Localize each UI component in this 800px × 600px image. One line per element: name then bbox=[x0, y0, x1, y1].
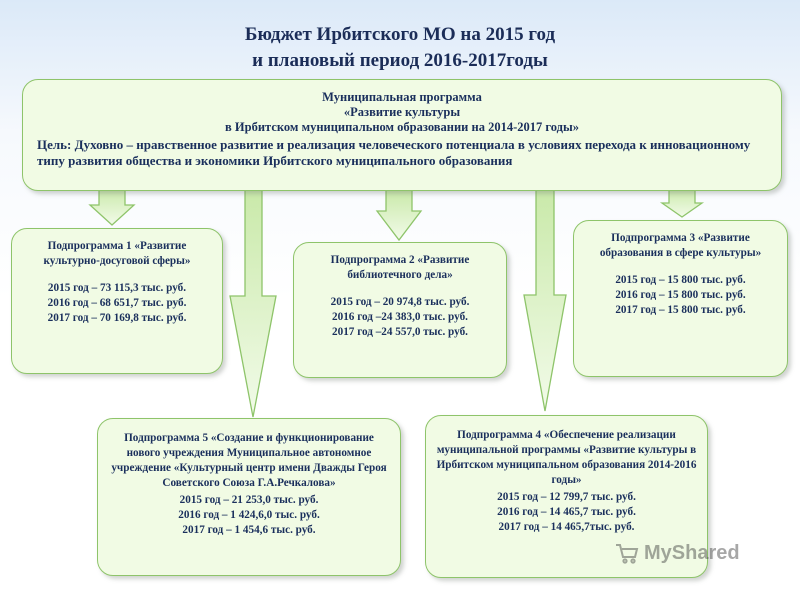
main-program-line-1: Муниципальная программа bbox=[322, 90, 482, 104]
subprogram-1-amount-2017: 2017 год – 70 169,8 тыс. руб. bbox=[47, 312, 187, 324]
arrow-to-subprogram-3 bbox=[662, 188, 702, 217]
subprogram-4-amount-2017: 2017 год – 14 465,7тыс. руб. bbox=[498, 521, 635, 533]
title-line-2: и плановый период 2016-2017годы bbox=[252, 50, 548, 71]
subprogram-1-amount-2015: 2015 год – 73 115,3 тыс. руб. bbox=[47, 282, 187, 294]
arrow-to-subprogram-4 bbox=[524, 188, 566, 411]
subprogram-2-amount-2017: 2017 год –24 557,0 тыс. руб. bbox=[332, 326, 468, 338]
subprogram-1-title: Подпрограмма 1 «Развитие культурно-досуговой сферы» bbox=[43, 240, 191, 267]
subprogram-5-amounts bbox=[106, 493, 392, 538]
subprogram-5-title: Подпрограмма 5 «Создание и функционирование нового учреждения Муниципальное автономное учреждение «Культурный центр имени Дважды Героя Советского Союза Г.А.Речкалова» bbox=[111, 432, 387, 489]
subprogram-3-amounts bbox=[582, 273, 779, 318]
main-program-line-3: в Ирбитском муниципальном образовании на 2014-2017 годы» bbox=[225, 120, 579, 134]
subprogram-2-title: Подпрограмма 2 «Развитие библиотечного дела» bbox=[330, 254, 470, 281]
subprogram-2-box bbox=[293, 242, 507, 378]
arrow-to-subprogram-5 bbox=[230, 188, 276, 417]
watermark bbox=[614, 540, 764, 566]
subprogram-1-amounts bbox=[20, 281, 214, 326]
subprogram-2-amounts bbox=[302, 295, 498, 340]
subprogram-3-amount-2015: 2015 год – 15 800 тыс. руб. bbox=[615, 274, 746, 286]
watermark-text: MyShared bbox=[644, 542, 740, 564]
subprogram-3-title: Подпрограмма 3 «Развитие образования в сфере культуры» bbox=[599, 232, 762, 259]
subprogram-4-amount-2015: 2015 год – 12 799,7 тыс. руб. bbox=[497, 491, 636, 503]
subprogram-5-amount-2015: 2015 год – 21 253,0 тыс. руб. bbox=[179, 494, 319, 506]
subprogram-4-amount-2016: 2016 год – 14 465,7 тыс. руб. bbox=[497, 506, 636, 518]
title-line-1: Бюджет Ирбитского МО на 2015 год bbox=[244, 24, 556, 45]
subprogram-3-amount-2016: 2016 год – 15 800 тыс. руб. bbox=[615, 289, 746, 301]
main-program-box bbox=[22, 79, 782, 191]
subprogram-2-amount-2015: 2015 год – 20 974,8 тыс. руб. bbox=[330, 296, 470, 308]
main-program-goal: Цель: Духовно – нравственное развитие и реализация человеческого потенциала в условиях перехода к инновационному типу развития общества и экономики Ирбитского муниципального образования bbox=[37, 137, 751, 168]
subprogram-1-amount-2016: 2016 год – 68 651,7 тыс. руб. bbox=[47, 297, 187, 309]
subprogram-4-amounts bbox=[434, 490, 699, 535]
cart-icon bbox=[614, 540, 640, 566]
arrow-to-subprogram-2 bbox=[377, 190, 421, 240]
subprogram-1-box bbox=[11, 228, 223, 374]
subprogram-2-amount-2016: 2016 год –24 383,0 тыс. руб. bbox=[332, 311, 468, 323]
subprogram-5-amount-2017: 2017 год – 1 454,6 тыс. руб. bbox=[182, 524, 316, 536]
subprogram-5-amount-2016: 2016 год – 1 424,6,0 тыс. руб. bbox=[178, 509, 320, 521]
subprogram-4-title: Подпрограмма 4 «Обеспечение реализации муниципальной программы «Развитие культуры в Ирбитском муниципальном образования 2014-2016 годы» bbox=[436, 429, 697, 486]
subprogram-3-box bbox=[573, 220, 788, 377]
arrow-to-subprogram-1 bbox=[90, 188, 134, 225]
subprogram-5-box bbox=[97, 418, 401, 576]
subprogram-3-amount-2017: 2017 год – 15 800 тыс. руб. bbox=[615, 304, 746, 316]
main-program-line-2: «Развитие культуры bbox=[343, 105, 461, 119]
